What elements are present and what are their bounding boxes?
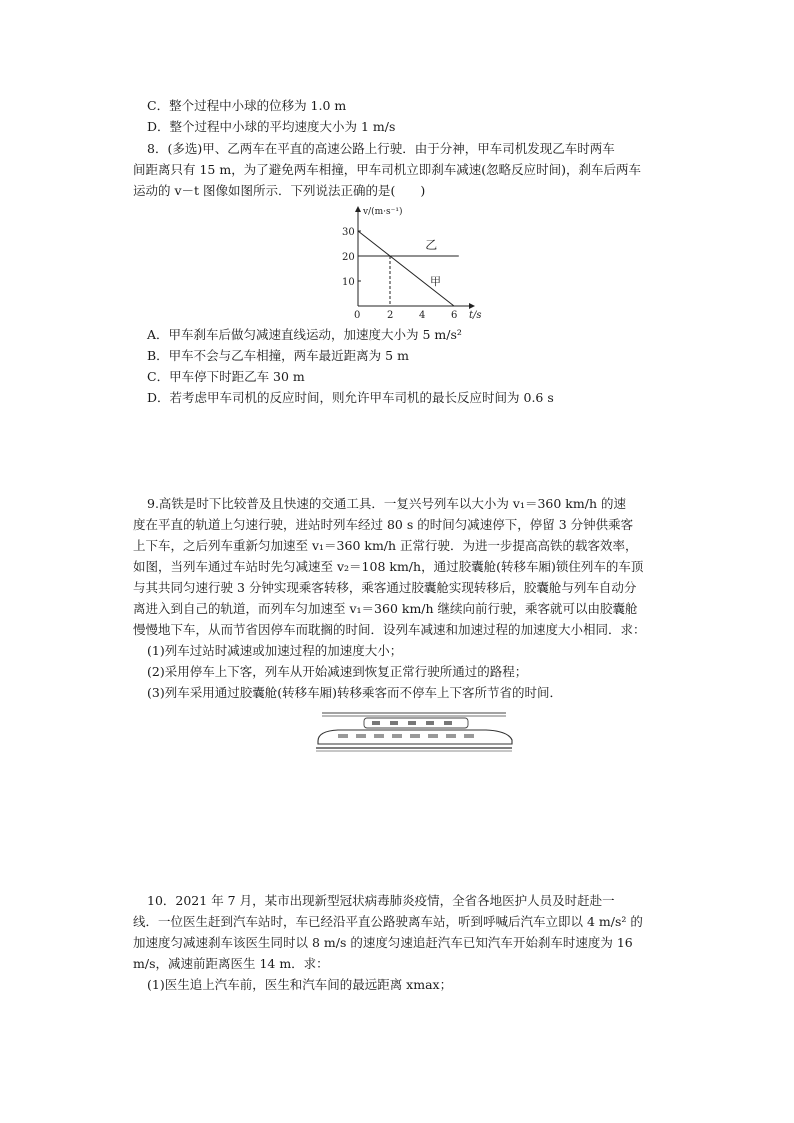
q9-stem-line-5: 与其共同匀速行驶 3 分钟实现乘客转移，乘客通过胶囊舱实现转移后，胶囊舱与列车自动分 bbox=[133, 580, 637, 595]
q8-option-b: B．甲车不会与乙车相撞，两车最近距离为 5 m bbox=[147, 348, 409, 363]
x-axis-label: t/s bbox=[469, 310, 482, 320]
q7-option-d: D．整个过程中小球的平均速度大小为 1 m/s bbox=[147, 119, 396, 134]
q9-stem-line-2: 度在平直的轨道上匀速行驶，进站时列车经过 80 s 的时间匀减速停下，停留 3 分钟供乘客 bbox=[133, 517, 634, 532]
q7-option-c: C．整个过程中小球的位移为 1.0 m bbox=[147, 98, 347, 113]
q9-stem-line-1: 9.高铁是时下比较普及且快速的交通工具．一复兴号列车以大小为 v₁＝360 km/h 的速 bbox=[147, 496, 626, 511]
q9-sub-3: (3)列车采用通过胶囊舱(转移车厢)转移乘客而不停车上下客所节省的时间． bbox=[147, 685, 562, 700]
x-tick-label: 4 bbox=[419, 310, 426, 320]
x-tick-label: 6 bbox=[451, 310, 458, 320]
q8-option-a: A．甲车刹车后做匀减速直线运动，加速度大小为 5 m/s² bbox=[147, 327, 462, 342]
x-tick-label: 2 bbox=[387, 310, 394, 320]
series-line-jia bbox=[358, 231, 454, 306]
q9-stem-line-3: 上下车，之后列车重新匀加速至 v₁＝360 km/h 正常行驶．为进一步提高高铁的载客效率， bbox=[133, 538, 638, 553]
q9-sub-1: (1)列车过站时减速或加速过程的加速度大小； bbox=[147, 643, 403, 658]
q8-option-d: D．若考虑甲车司机的反应时间，则允许甲车司机的最长反应时间为 0.6 s bbox=[147, 390, 554, 405]
q9-sub-2: (2)采用停车上下客，列车从开始减速到恢复正常行驶所通过的路程； bbox=[147, 664, 528, 679]
q8-stem-line-1: 8．(多选)甲、乙两车在平直的高速公路上行驶．由于分神，甲车司机发现乙车时两车 bbox=[147, 141, 615, 156]
y-tick-label: 30 bbox=[342, 227, 355, 238]
y-tick-label: 20 bbox=[342, 252, 355, 263]
q10-stem-line-1: 10．2021 年 7 月，某市出现新型冠状病毒肺炎疫情，全省各地医护人员及时赶赴一 bbox=[147, 893, 615, 908]
train-capsule-illustration bbox=[314, 708, 514, 754]
y-tick-label: 10 bbox=[342, 277, 355, 288]
q9-stem-line-7: 慢慢地下车，从而节省因停车而耽搁的时间．设列车减速和加速过程的加速度大小相同．求： bbox=[133, 622, 646, 637]
q9-stem-line-4: 如图，当列车通过车站时先匀减速至 v₂＝108 km/h，通过胶囊舱(转移车厢)锁住列车的车顶 bbox=[133, 559, 644, 574]
q10-stem-line-4: m/s，减速前距离医生 14 m．求： bbox=[133, 956, 329, 971]
q9-stem-line-6: 离进入到自己的轨道，而列车匀加速至 v₁＝360 km/h 继续向前行驶，乘客就可以由胶囊舱 bbox=[133, 601, 638, 616]
q8-option-c: C．甲车停下时距乙车 30 m bbox=[147, 369, 305, 384]
q10-stem-line-2: 线．一位医生赶到汽车站时，车已经沿平直公路驶离车站，听到呼喊后汽车立即以 4 m/s² 的 bbox=[133, 914, 643, 929]
y-axis-label: v/(m·s⁻¹) bbox=[363, 207, 403, 217]
q10-sub-1: (1)医生追上汽车前，医生和汽车间的最远距离 xmax； bbox=[147, 977, 453, 992]
series-label-jia: 甲 bbox=[430, 274, 441, 288]
q8-stem-line-2: 间距离只有 15 m，为了避免两车相撞，甲车司机立即刹车减速(忽略反应时间)，刹车后两车 bbox=[133, 162, 641, 177]
series-label-yi: 乙 bbox=[425, 238, 438, 252]
x-tick-label: 0 bbox=[354, 310, 361, 320]
vt-graph bbox=[0, 200, 794, 320]
q8-stem-line-3: 运动的 v－t 图像如图所示．下列说法正确的是( ) bbox=[133, 183, 426, 198]
q10-stem-line-3: 加速度匀减速刹车该医生同时以 8 m/s 的速度匀速追赶汽车已知汽车开始刹车时速度为 16 bbox=[133, 935, 633, 950]
